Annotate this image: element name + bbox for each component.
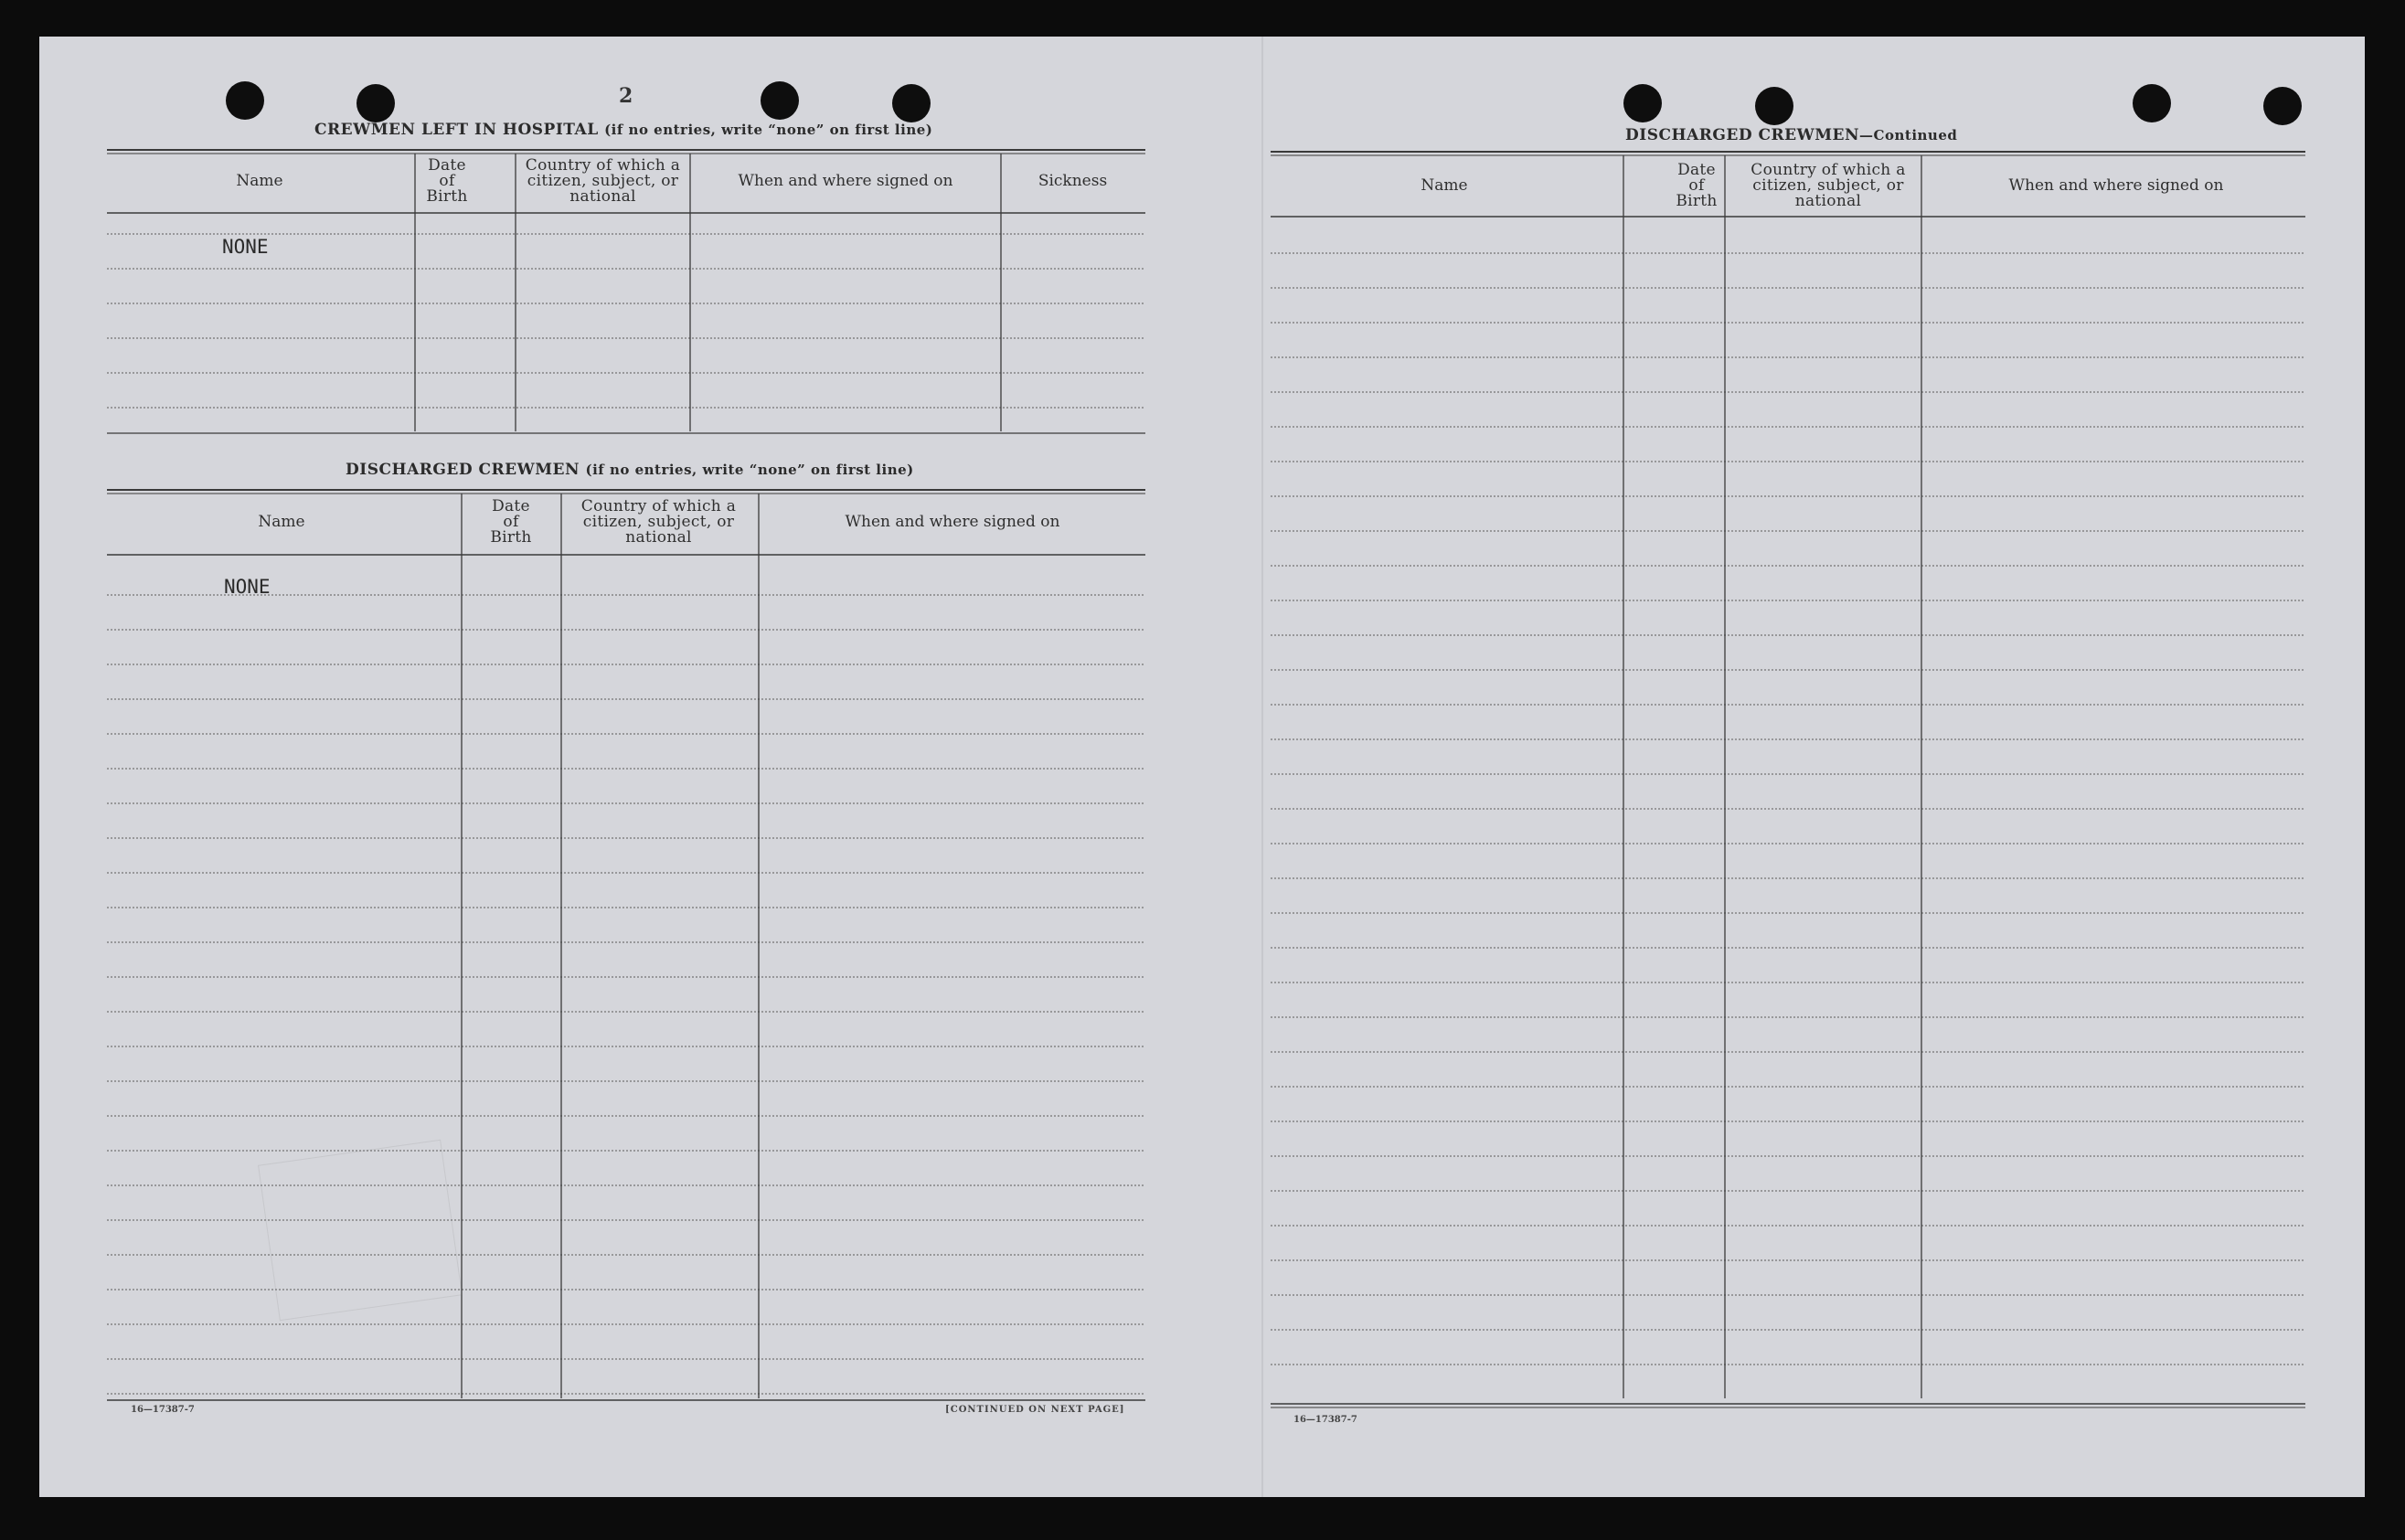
hospital-col-country: Country of which a citizen, subject, or national xyxy=(525,155,681,206)
document-sheet xyxy=(39,37,2365,1497)
hospital-title: CREWMEN LEFT IN HOSPITAL xyxy=(314,121,599,139)
right-col-dob: Date of Birth xyxy=(1676,160,1718,210)
continued-note: [CONTINUED ON NEXT PAGE] xyxy=(945,1405,1125,1415)
hospital-col-signed-on: When and where signed on xyxy=(738,171,953,190)
hospital-col-sickness: Sickness xyxy=(1038,171,1108,190)
right-section-title xyxy=(1625,126,1957,144)
discharged-section-title xyxy=(346,461,914,479)
faded-stamp xyxy=(258,1140,463,1321)
right-col-name: Name xyxy=(1421,175,1468,195)
form-number-left: 16—17387-7 xyxy=(131,1405,195,1415)
right-title: DISCHARGED CREWMEN xyxy=(1625,126,1860,144)
hospital-col-dob: Date of Birth xyxy=(426,155,468,206)
right-col-country: Country of which a citizen, subject, or national xyxy=(1751,160,1906,210)
discharged-subtitle: (if no entries, write “none” on first line) xyxy=(585,462,914,478)
discharged-entry: NONE xyxy=(224,576,271,598)
discharged-col-signed-on: When and where signed on xyxy=(845,512,1060,531)
right-title-suffix: —Continued xyxy=(1859,127,1958,143)
hospital-entry: NONE xyxy=(222,236,269,258)
discharged-title: DISCHARGED CREWMEN xyxy=(346,461,580,479)
hospital-col-name: Name xyxy=(236,171,283,190)
page-number: 2 xyxy=(619,84,633,108)
form-number-right: 16—17387-7 xyxy=(1293,1415,1357,1425)
discharged-col-dob: Date of Birth xyxy=(490,496,532,547)
discharged-col-country: Country of which a citizen, subject, or national xyxy=(580,496,737,547)
right-col-signed-on: When and where signed on xyxy=(2008,175,2224,195)
discharged-col-name: Name xyxy=(258,512,305,531)
hospital-section-title xyxy=(314,121,932,139)
hospital-subtitle: (if no entries, write “none” on first line) xyxy=(604,122,933,138)
